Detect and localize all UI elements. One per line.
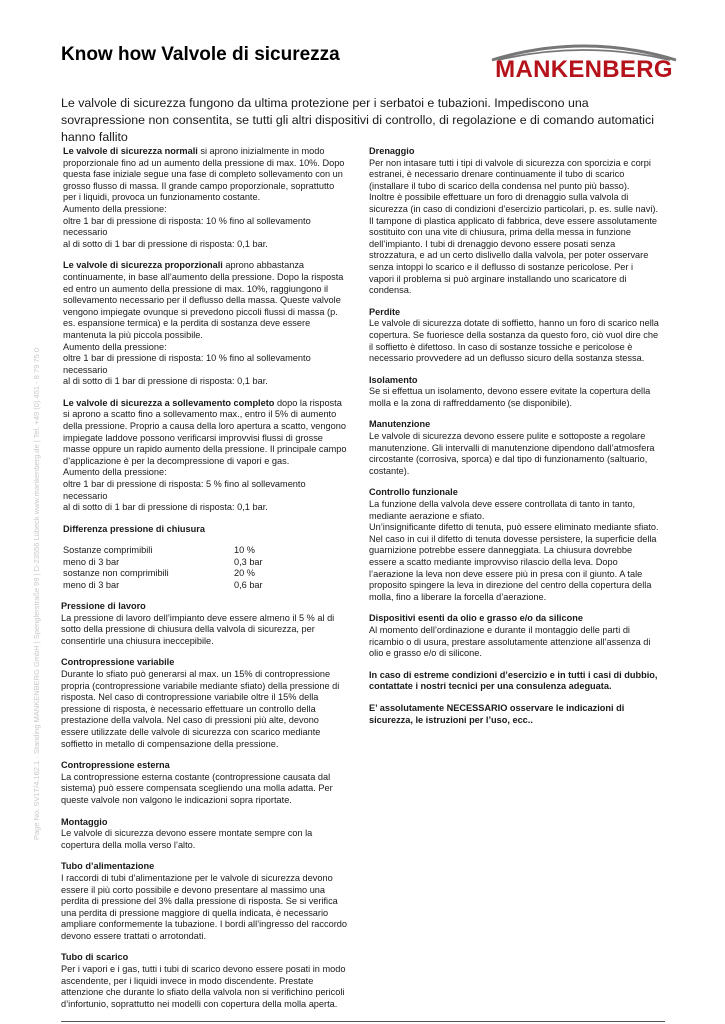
completo-line-1: Aumento della pressione:: [63, 467, 167, 478]
variabile-heading: Contropressione variabile: [61, 657, 175, 668]
section-scarico: [61, 952, 347, 1010]
proporzionali-text: aprono abbastanza continuamente, in base all’aumento della pressione. Dopo la risposta ed entro un aumento della pressione di max. 10%, raggiungono il sollevamento necessario per il deflusso della massa. Queste valvole vengono impiegate ovunque si prevedono piccoli flussi di massa (p. es. espansione termica) e la perdita di sostanza deve essere mantenuta la più piccola possibile.: [63, 260, 344, 340]
variabile-text: Durante lo sfiato può generarsi al max. un 15% di contropressione propria (contropressione variabile mediante sfiato) della pressione di risposta. Nel caso di contropressione variabile oltre il 15% della pressione di risposta, è necessario effettuare un controllo della prestazione della valvola. Nel caso di pressioni più alte, devono essere utilizzate delle valvole di sicurezza con scarico mediante soffietto in metallo di compensazione della pressione.: [61, 669, 340, 749]
normali-paragraph: [63, 146, 347, 204]
section-esterna: [61, 760, 347, 806]
differenza-heading: Differenza pressione di chiusura: [63, 523, 205, 534]
drenaggio-text-1: Per non intasare tutti i tipi di valvole di sicurezza con sporcizia e corpi estranei, è necessario drenare continuamente il tubo di scarico (installare il tubo di scarico della condensa nel punto più basso).: [369, 157, 651, 191]
funzionale-text-2: Un’insignificante difetto di tenuta, può essere eliminato mediante sfiato. Nel caso in cui il difetto di tenuta dovesse persistere, la superficie della guarnizione potrebbe essere danneggiata. La chiusura dovrebbe essere a scatto mediante improvviso rilascio della leva. Dopo l’aerazione la leva non deve essere più in presa con il giunto. A tale proposito spingere la leva in direzione del centro della copertura della molla, fino a liberare la forcella d’aerazione.: [369, 522, 659, 602]
manutenzione-heading: Manutenzione: [369, 419, 431, 430]
alimentazione-text: I raccordi di tubi d’alimentazione per le valvole di sicurezza devono essere il più corto possibile e devono presentare al massimo una perdita di pressione del 3% dalla pressione di risposta. Se si verifica una perdita di pressione maggiore di quella indicata, è necessario ampliare conformemente la tubazione. I bordi all’ingresso del raccordo devono essere trattati o arrotondati.: [61, 872, 347, 941]
page-title: Know how Valvole di sicurezza: [61, 44, 340, 65]
perdite-heading: Perdite: [369, 306, 401, 317]
completo-line-2: oltre 1 bar di pressione di risposta: 5 % fino al sollevamento necessario: [63, 479, 306, 501]
lavoro-text: La pressione di lavoro dell’impianto deve essere almeno il 5 % al di sotto della pressione di chiusura della valvola di sicurezza, per consentirle una chiusura ineccepibile.: [61, 612, 335, 646]
section-perdite: [369, 307, 659, 365]
table-row: [63, 557, 263, 568]
section-alimentazione: [61, 861, 347, 942]
completo-line-3: al di sotto di 1 bar di pressione di risposta: 0,1 bar.: [63, 502, 268, 513]
normali-line-2: oltre 1 bar di pressione di risposta: 10 % fino al sollevamento necessario: [63, 215, 311, 238]
section-variabile: [61, 657, 347, 750]
section-manutenzione: [369, 419, 659, 477]
scarico-text: Per i vapori e i gas, tutti i tubi di scarico devono essere posati in modo ascendente, per i liquidi invece in modo discendente. Prestate attenzione che durante lo sfiato della valvola non si verifichino pericoli d’infortunio, soprattutto nei modelli con copertura della molla aperta.: [61, 964, 346, 1009]
montaggio-text: Le valvole di sicurezza devono essere montate sempre con la copertura della molla verso l’alto.: [61, 828, 313, 850]
proporzionali-lead: Le valvole di sicurezza proporzionali: [63, 260, 223, 271]
logo-text: MANKENBERG: [495, 56, 673, 83]
drenaggio-heading: Drenaggio: [369, 146, 415, 156]
dispositivi-heading: Dispositivi esenti da olio e grasso e/o da silicone: [369, 613, 583, 624]
section-proporzionali: [61, 260, 347, 388]
proporzionali-line-3: al di sotto di 1 bar di pressione di risposta: 0,1 bar.: [63, 376, 268, 387]
manutenzione-text: Le valvole di sicurezza devono essere pulite e sottoposte a regolare manutenzione. Gli intervalli di manutenzione dipendono dall’atmosfera circostante (corrosiva, sporca) e dal tipo di funzionamento (saltuario, costante).: [369, 431, 655, 476]
section-differenza: [61, 524, 347, 591]
section-normali: [61, 146, 347, 250]
table-cell-value: 20 %: [234, 568, 255, 579]
drenaggio-text-2: Inoltre è possibile effettuare un foro di drenaggio sulla valvola di sicurezza (in caso di condizioni d’esercizio particolari, p. es. sulle navi). Il tampone di plastica applicato di fabbrica, deve essere assolutamente sostituito con una vite di chiusura, prima della messa in funzione dell’impianto. I tubi di drenaggio devono essere posati senza strozzatura, e ad un certo dislivello dalla valvola, per poter osservare senza intoppi lo scarico e il deflusso di sostanze pericolose. Per i vapori il problema si può arginare installando uno scaricatore di condensa.: [369, 192, 659, 296]
normali-line-1: Aumento della pressione:: [63, 203, 167, 214]
completo-lead: Le valvole di sicurezza a sollevamento completo: [63, 397, 275, 408]
isolamento-heading: Isolamento: [369, 374, 418, 385]
table-cell-key: sostanze non comprimibili: [63, 568, 169, 579]
table-cell-key: meno di 3 bar: [63, 556, 120, 567]
table-cell-value: 0,3 bar: [234, 556, 263, 567]
proporzionali-line-2: oltre 1 bar di pressione di risposta: 10 % fino al sollevamento necessario: [63, 353, 311, 375]
table-row: [63, 545, 263, 556]
funzionale-heading: Controllo funzionale: [369, 487, 458, 498]
normali-lead: Le valvole di sicurezza normali: [63, 146, 198, 156]
table-row: [63, 568, 263, 579]
section-dispositivi: [369, 613, 659, 659]
footer-divider: [61, 1021, 665, 1022]
section-isolamento: [369, 375, 659, 410]
esterna-heading: Contropressione esterna: [61, 760, 170, 771]
differenza-table: [63, 545, 263, 591]
proporzionali-line-1: Aumento della pressione:: [63, 341, 167, 352]
right-column: [369, 146, 659, 736]
esterna-text: La contropressione esterna costante (contropressione causata dal sistema) può essere compensata scegliendo una molla adatta. Per queste valvole non valgono le indicazioni sopra riportate.: [61, 771, 333, 805]
lavoro-heading: Pressione di lavoro: [61, 601, 146, 612]
proporzionali-paragraph: [63, 260, 347, 341]
intro-text: Le valvole di sicurezza fungono da ultima protezione per i serbatoi e tubazioni. Impediscono una sovrapressione non consentita, se tutti gli altri dispositivi di controllo, di regolazione e di comando automatici hanno fallito: [61, 96, 655, 144]
normali-text: si aprono inizialmente in modo proporzionale fino ad un aumento della pressione di max. 10%. Dopo questa fase iniziale segue una fase di completo sollevamento con un grosso flusso di massa. Il grande campo proporzionale, soprattutto per i liquidi, provoca un funzionamento costante.: [63, 146, 345, 203]
safety-note: E’ assolutamente NECESSARIO osservare le indicazioni di sicurezza, le istruzioni per l’uso, ecc..: [369, 702, 625, 725]
scarico-heading: Tubo di scarico: [61, 952, 129, 963]
completo-text: dopo la risposta si aprono a scatto fino a sollevamento max., entro il 5% di aumento della pressione. Proprio a causa della loro apertura a scatto, vengono impiegate laddove possono verificarsi improvvisi flussi di grosse masse oppure un rapido aumento della pressione. Il principale campo d’applicazione è per la decompressione di vapori e gas.: [63, 397, 347, 466]
table-cell-key: meno di 3 bar: [63, 579, 120, 590]
section-drenaggio: [369, 146, 659, 297]
section-lavoro: [61, 601, 347, 647]
sidebar-imprint: [14, 150, 64, 840]
section-completo: [61, 398, 347, 514]
table-cell-key: Sostanze comprimibili: [63, 545, 153, 556]
section-funzionale: [369, 487, 659, 603]
sidebar-imprint-text: Page No. SV1T/4.162.1 · Standing MANKENBERG GmbH | Spenglerstraße 99 | D-23556 Lübeck www.mankenberg.de | Tel. +49 (0) 451 - 8 79 75 0: [32, 347, 41, 840]
contact-note: In caso di estreme condizioni d’esercizio e in tutti i casi di dubbio, contattate i nostri tecnici per una consulenza adeguata.: [369, 669, 658, 692]
alimentazione-heading: Tubo d’alimentazione: [61, 861, 155, 872]
isolamento-text: Se si effettua un isolamento, devono essere evitate la copertura della molla e la zona di raffreddamento (se disponibile).: [369, 386, 651, 408]
perdite-text: Le valvole di sicurezza dotate di soffietto, hanno un foro di scarico nella copertura. Se fuoriesce della sostanza da questo foro, ciò vuol dire che il soffietto è difettoso. In caso di sostanze tossiche e pericolose è necessario provvedere ad un deflusso sicuro della sostanza stessa.: [369, 318, 659, 364]
completo-paragraph: [63, 398, 347, 468]
table-row: [63, 580, 263, 591]
montaggio-heading: Montaggio: [61, 816, 108, 827]
section-montaggio: [61, 817, 347, 852]
dispositivi-text: Al momento dell’ordinazione e durante il montaggio delle parti di ricambio o di usura, prestare assolutamente attenzione all’assenza di olio e grasso e/o di silicone.: [369, 624, 651, 659]
mankenberg-logo: [488, 38, 680, 92]
normali-line-3: al di sotto di 1 bar di pressione di risposta: 0,1 bar.: [63, 238, 268, 249]
left-column: [61, 146, 347, 1020]
table-cell-value: 0,6 bar: [234, 579, 263, 590]
table-cell-value: 10 %: [234, 545, 255, 556]
funzionale-text-1: La funzione della valvola deve essere controllata di tanto in tanto, mediante aerazione e sfiato.: [369, 499, 636, 521]
